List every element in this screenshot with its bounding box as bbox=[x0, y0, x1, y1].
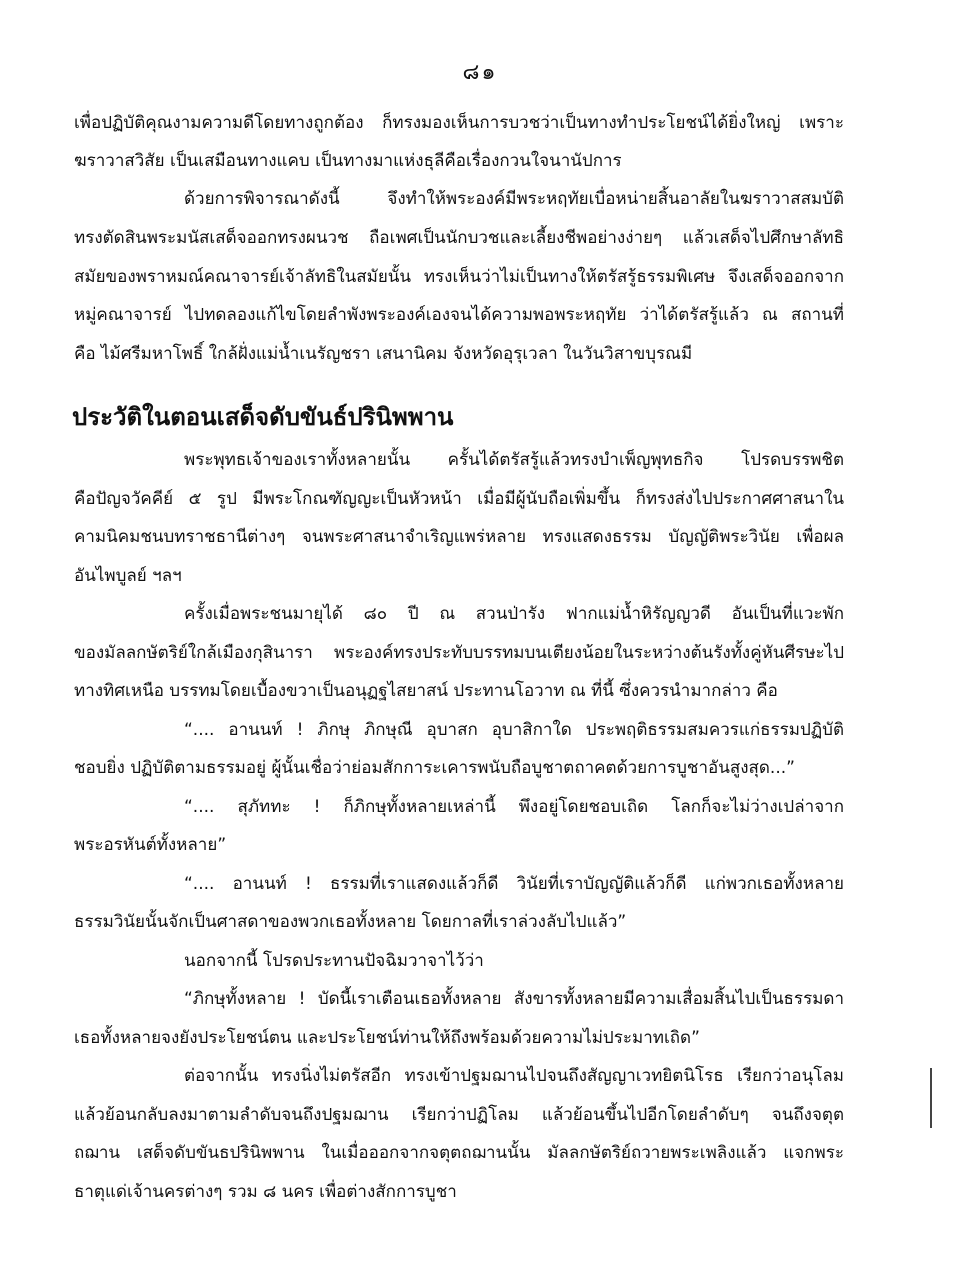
quote-line: เธอทั้งหลายจงยังประโยชน์ตน และประโยชน์ท่านให้ถึงพร้อมด้วยความไม่ประมาทเถิด” bbox=[74, 1028, 700, 1048]
text-line: คือ ไม้ศรีมหาโพธิ์ ใกล้ฝั่งแม่น้ำเนรัญชรา เสนานิคม จังหวัดอุรุเวลา ในวันวิสาขบุรณมี bbox=[74, 344, 693, 364]
scan-margin-mark bbox=[930, 1068, 932, 1128]
text-line: ด้วยการพิจารณาดังนี้ จึงทำให้พระองค์มีพระหฤทัยเบื่อหน่ายสิ้นอาลัยในฆราวาสสมบัติ bbox=[184, 189, 844, 209]
text-line: ฆราวาสวิสัย เป็นเสมือนทางแคบ เป็นทางมาแห่งธุลีคือเรื่องกวนใจนานัปการ bbox=[74, 151, 622, 171]
text-line: ทางทิศเหนือ บรรทมโดยเบื้องขวาเป็นอนุฏฐไสยาสน์ ประทานโอวาท ณ ที่นี้ ซึ่งควรนำมากล่าว คือ bbox=[74, 681, 778, 701]
quote-line: “.... อานนท์ ! ธรรมที่เราแสดงแล้วก็ดี วินัยที่เราบัญญัติแล้วก็ดี แก่พวกเธอทั้งหลาย bbox=[184, 874, 844, 894]
page-number: ๘๑ bbox=[462, 60, 498, 85]
text-line: พระพุทธเจ้าของเราทั้งหลายนั้น ครั้นได้ตรัสรู้แล้วทรงบำเพ็ญพุทธกิจ โปรดบรรพชิต bbox=[184, 450, 844, 470]
text-line: ถฌาน เสด็จดับขันธปรินิพพาน ในเมื่อออกจากจตุตถฌานนั้น มัลลกษัตริย์ถวายพระเพลิงแล้ว แจกพระ bbox=[74, 1143, 844, 1163]
text-line: สมัยของพราหมณ์คณาจารย์เจ้าลัทธิในสมัยนั้น ทรงเห็นว่าไม่เป็นทางให้ตรัสรู้ธรรมพิเศษ จึงเสด็จออกจาก bbox=[74, 267, 844, 287]
text-line: แล้วย้อนกลับลงมาตามลำดับจนถึงปฐมฌาน เรียกว่าปฏิโลม แล้วย้อนขึ้นไปอีกโดยลำดับๆ จนถึงจตุต bbox=[74, 1105, 844, 1125]
quote-line: ธรรมวินัยนั้นจักเป็นศาสดาของพวกเธอทั้งหลาย โดยกาลที่เราล่วงลับไปแล้ว” bbox=[74, 912, 627, 932]
section-heading: ประวัติในตอนเสด็จดับขันธ์ปรินิพพาน bbox=[72, 403, 454, 431]
text-line: ครั้งเมื่อพระชนมายุได้ ๘๐ ปี ณ สวนป่ารัง ฟากแม่น้ำหิรัญญวดี อันเป็นที่แวะพัก bbox=[184, 604, 844, 624]
text-line: ธาตุแด่เจ้านครต่างๆ รวม ๘ นคร เพื่อต่างสักการบูชา bbox=[74, 1182, 457, 1202]
text-line: เพื่อปฏิบัติคุณงามความดีโดยทางถูกต้อง ก็ทรงมองเห็นการบวชว่าเป็นทางทำประโยชน์ได้ยิ่งใหญ่ เพราะ bbox=[74, 113, 844, 133]
text-line: คามนิคมชนบทราชธานีต่างๆ จนพระศาสนาจำเริญแพร่หลาย ทรงแสดงธรรม บัญญัติพระวินัย เพื่อผล bbox=[74, 527, 844, 547]
quote-line: “.... อานนท์ ! ภิกษุ ภิกษุณี อุบาสก อุบาสิกาใด ประพฤติธรรมสมควรแก่ธรรมปฏิบัติ bbox=[184, 720, 844, 740]
text-line: ทรงตัดสินพระมนัสเสด็จออกทรงผนวช ถือเพศเป็นนักบวชและเลี้ยงชีพอย่างง่ายๆ แล้วเสด็จไปศึกษาลัทธิ bbox=[74, 228, 844, 248]
text-line: ต่อจากนั้น ทรงนิ่งไม่ตรัสอีก ทรงเข้าปฐมฌานไปจนถึงสัญญาเวทยิตนิโรธ เรียกว่าอนุโลม bbox=[184, 1066, 844, 1086]
text-line: อันไพบูลย์ ฯลฯ bbox=[74, 566, 182, 586]
text-line: คือปัญจวัคคีย์ ๕ รูป มีพระโกณฑัญญะเป็นหัวหน้า เมื่อมีผู้นับถือเพิ่มขึ้น ก็ทรงส่งไปประกาศศาสนาใน bbox=[74, 489, 844, 509]
quote-line: พระอรหันต์ทั้งหลาย” bbox=[74, 835, 227, 855]
quote-line: “ภิกษุทั้งหลาย ! บัดนี้เราเตือนเธอทั้งหลาย สังขารทั้งหลายมีความเสื่อมสิ้นไปเป็นธรรมดา bbox=[184, 989, 844, 1009]
quote-line: “.... สุภัททะ ! ก็ภิกษุทั้งหลายเหล่านี้ พึงอยู่โดยชอบเถิด โลกก็จะไม่ว่างเปล่าจาก bbox=[184, 797, 844, 817]
text-line: หมู่คณาจารย์ ไปทดลองแก้ไขโดยลำพังพระองค์เองจนได้ความพอพระหฤทัย ว่าได้ตรัสรู้แล้ว ณ สถานที่ bbox=[74, 305, 844, 325]
quote-line: ชอบยิ่ง ปฏิบัติตามธรรมอยู่ ผู้นั้นเชื่อว่าย่อมสักการะเคารพนับถือบูชาตถาคตด้วยการบูชาอันสูงสุด...” bbox=[74, 758, 795, 778]
text-line: นอกจากนี้ โปรดประทานปัจฉิมวาจาไว้ว่า bbox=[184, 951, 484, 971]
text-line: ของมัลลกษัตริย์ใกล้เมืองกุสินารา พระองค์ทรงประทับบรรทมบนเตียงน้อยในระหว่างต้นรังทั้งคู่หันศีรษะไป bbox=[74, 643, 844, 663]
